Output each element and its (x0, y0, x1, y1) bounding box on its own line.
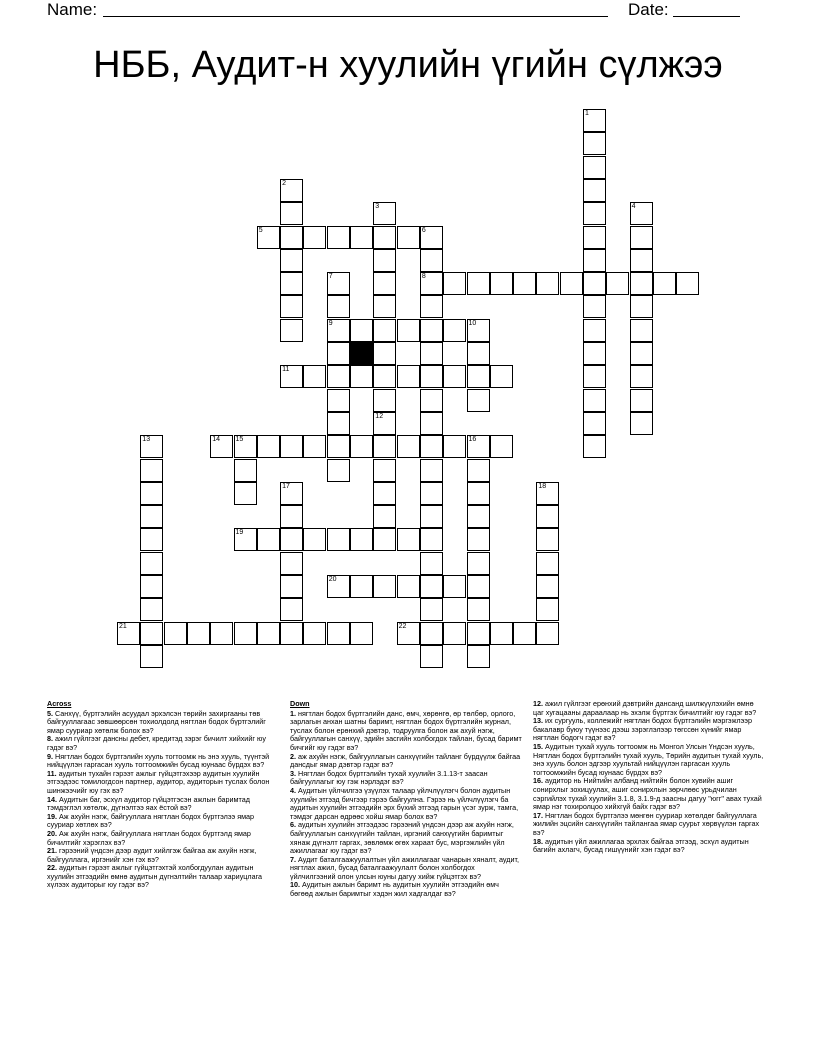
crossword-cell[interactable] (373, 272, 396, 295)
crossword-cell[interactable] (373, 528, 396, 551)
crossword-cell[interactable] (467, 389, 490, 412)
crossword-cell[interactable] (280, 435, 303, 458)
crossword-cell[interactable] (630, 226, 653, 249)
crossword-cell[interactable] (467, 645, 490, 668)
clue-number: 3. (290, 768, 296, 778)
clue-text: Аудит баталгаажуулалтын үйл ажиллагааг чанарын хяналт, аудит, нягтлах ажил, бусад баталгаажуулалт болон холбогдох үйлчилгээний олон улсын юуны дагуу хийж гүйцэтгэх вэ? (290, 854, 519, 881)
crossword-cell[interactable] (443, 365, 466, 388)
across-heading: Across (47, 699, 72, 708)
crossword-cell[interactable] (583, 295, 606, 318)
clue-item (47, 864, 277, 890)
crossword-cell[interactable] (327, 575, 350, 598)
crossword-cell[interactable] (327, 319, 350, 342)
crossword-cell[interactable] (397, 226, 420, 249)
crossword-cell[interactable] (280, 319, 303, 342)
crossword-cell[interactable] (630, 295, 653, 318)
crossword-cell[interactable] (397, 319, 420, 342)
crossword-cell[interactable] (420, 249, 443, 272)
crossword-cell[interactable] (420, 342, 443, 365)
cell-number: 22 (398, 622, 407, 630)
crossword-cell[interactable] (467, 505, 490, 528)
clue-number: 17. (533, 810, 543, 820)
crossword-cell[interactable] (280, 598, 303, 621)
clue-number: 21. (47, 846, 57, 856)
crossword-cell[interactable] (630, 389, 653, 412)
crossword-cell[interactable] (140, 528, 163, 551)
crossword-cell[interactable] (420, 482, 443, 505)
clue-text: аудитор нь Нийтийн албанд нийтийн болон хувийн ашиг сонирхлыг зохицуулах, ашиг сонирхлын зөрчлөөс урьдчилан сэргийлэх тухай хуулийн 3.1.8, 3.1.9-д заасны дагуу "югг" авах тухай ямар нэг тохиролцоо хийхгүй байх гэдэг вэ? (533, 776, 762, 812)
crossword-cell[interactable] (140, 622, 163, 645)
blocked-cell (350, 342, 373, 365)
clue-number: 15. (533, 741, 543, 751)
crossword-cell[interactable] (140, 435, 163, 458)
clue-number: 1. (290, 708, 296, 718)
clue-number: 16. (533, 776, 543, 786)
crossword-cell[interactable] (443, 272, 466, 295)
crossword-cell[interactable] (420, 622, 443, 645)
crossword-cell[interactable] (234, 622, 257, 645)
clue-item (47, 796, 277, 813)
clue-number: 9. (47, 751, 53, 761)
crossword-cell[interactable] (280, 249, 303, 272)
crossword-cell[interactable] (420, 272, 443, 295)
crossword-cell[interactable] (420, 598, 443, 621)
clue-text: Аудитын ажлын баримт нь аудитын хуулийн этгээдийн өмч бөгөөд ажлын баримтыг хэдэн жил хадгалдаг вэ? (290, 880, 499, 899)
clue-number: 13. (533, 716, 543, 726)
crossword-cell[interactable] (303, 365, 326, 388)
crossword-cell[interactable] (583, 412, 606, 435)
clue-item (47, 830, 277, 847)
clue-number: 6. (290, 820, 296, 830)
crossword-cell[interactable] (327, 295, 350, 318)
crossword-cell[interactable] (467, 575, 490, 598)
crossword-cell[interactable] (536, 528, 559, 551)
crossword-cell[interactable] (373, 435, 396, 458)
crossword-cell[interactable] (630, 319, 653, 342)
clue-text: Нягтлан бодох бүртгэлийн тухай хуулийн 3.1.13-т заасан байгууллагыг юу гэж нэрлэдэг вэ? (290, 768, 488, 787)
clue-item (533, 812, 765, 838)
cell-number: 1 (585, 110, 589, 117)
crossword-cell[interactable] (443, 319, 466, 342)
crossword-cell[interactable] (397, 622, 420, 645)
cell-number: 12 (375, 412, 384, 420)
clue-number: 22. (47, 863, 57, 873)
cell-number: 18 (538, 482, 547, 490)
clue-text: Аж ахуйн нэгж, байгууллага нягтлан бодох бүртгэлд ямар бичилтийг хэрэглэх вэ? (47, 828, 251, 847)
crossword-cell[interactable] (420, 435, 443, 458)
crossword-cell[interactable] (350, 622, 373, 645)
crossword-cell[interactable] (280, 552, 303, 575)
crossword-cell[interactable] (350, 435, 373, 458)
clue-item (290, 787, 522, 821)
crossword-cell[interactable] (373, 319, 396, 342)
crossword-cell[interactable] (536, 552, 559, 575)
clue-item (533, 838, 765, 855)
crossword-cell[interactable] (536, 272, 559, 295)
crossword-cell[interactable] (420, 459, 443, 482)
clue-number: 20. (47, 828, 57, 838)
crossword-cell[interactable] (630, 202, 653, 225)
crossword-cell[interactable] (373, 226, 396, 249)
crossword-cell[interactable] (280, 365, 303, 388)
crossword-cell[interactable] (210, 622, 233, 645)
down-heading: Down (290, 699, 310, 708)
crossword-cell[interactable] (467, 622, 490, 645)
crossword-cell[interactable] (303, 226, 326, 249)
clue-number: 18. (533, 836, 543, 846)
crossword-cell[interactable] (420, 528, 443, 551)
cell-number: 3 (375, 203, 380, 211)
across-clues (47, 700, 277, 890)
crossword-cell[interactable] (630, 412, 653, 435)
crossword-cell[interactable] (257, 622, 280, 645)
crossword-cell[interactable] (560, 272, 583, 295)
crossword-cell[interactable] (257, 435, 280, 458)
crossword-cell[interactable] (373, 342, 396, 365)
clue-number: 5. (47, 708, 53, 718)
clue-text: Аж ахуйн нэгж, байгууллага нягтлан бодох бүртгэлээ ямар сууриар хөтлөх вэ? (47, 811, 255, 830)
clue-number: 8. (47, 734, 53, 744)
crossword-cell[interactable] (234, 528, 257, 551)
crossword-cell[interactable] (397, 435, 420, 458)
crossword-cell[interactable] (327, 342, 350, 365)
crossword-cell[interactable] (536, 622, 559, 645)
crossword-cell[interactable] (583, 365, 606, 388)
crossword-cell[interactable] (630, 272, 653, 295)
clue-item (290, 881, 522, 898)
crossword-cell[interactable] (373, 482, 396, 505)
crossword-cell[interactable] (420, 575, 443, 598)
clue-text: Аудитын тухай хууль тогтоомж нь Монгол Улсын Үндсэн хууль, Нягтлан бодох бүртгэлийн тухай хууль, Төрийн аудитын тухай хууль, энэ хууль болон эдгээр хуультай нийцүүлэн гаргасан хууль тогтоомжийн бусад юунаас бүрдэх вэ? (533, 741, 764, 777)
clue-item (533, 777, 765, 811)
cell-number: 9 (328, 319, 333, 327)
crossword-cell[interactable] (373, 459, 396, 482)
cell-number: 10 (468, 319, 477, 327)
crossword-cell[interactable] (490, 272, 513, 295)
cell-number: 14 (212, 436, 220, 444)
crossword-cell[interactable] (327, 459, 350, 482)
clue-number: 10. (290, 880, 300, 890)
crossword-cell[interactable] (420, 365, 443, 388)
crossword-cell[interactable] (583, 389, 606, 412)
clue-text: аудитын үйл ажиллагаа эрхлэх байгаа этгээд, эсхүл аудитын багийн ахлагч, бусад гишүүнийг хэн гэдэг вэ? (533, 836, 749, 855)
crossword-cell[interactable] (350, 226, 373, 249)
crossword-cell[interactable] (653, 272, 676, 295)
crossword-cell[interactable] (583, 249, 606, 272)
crossword-cell[interactable] (583, 132, 606, 155)
cell-number: 4 (631, 203, 636, 211)
crossword-cell[interactable] (467, 459, 490, 482)
clue-item (533, 700, 765, 717)
crossword-cell[interactable] (327, 412, 350, 435)
clue-item (290, 770, 522, 787)
crossword-cell[interactable] (280, 179, 303, 202)
crossword-cell[interactable] (373, 202, 396, 225)
clue-item (290, 753, 522, 770)
crossword-cell[interactable] (467, 319, 490, 342)
clue-number: 11. (47, 768, 57, 778)
cell-number: 11 (282, 366, 290, 374)
cell-number: 5 (258, 226, 263, 234)
crossword-cell[interactable] (420, 389, 443, 412)
crossword-cell[interactable] (373, 505, 396, 528)
crossword-cell[interactable] (467, 435, 490, 458)
crossword-cell[interactable] (536, 575, 559, 598)
clue-text: Аудитын үйлчилгээ үзүүлэх талаар үйлчлүүлэгч болон аудитын хуулийн этгээд бичгээр гэрээ байгуулна. Гэрээ нь үйлчлүүлэгч ба аудитын хуулийн этгээдийн эрх бүхий этгээд гарын үсэг зурж, тамга, тэмдэг дарсан өдрөөс хойш ямар болох вэ? (290, 785, 519, 821)
crossword-cell[interactable] (327, 226, 350, 249)
crossword-cell[interactable] (467, 598, 490, 621)
clue-number: 19. (47, 811, 57, 821)
clue-text: ажил гүйлгээг ерөнхий дэвтрийн дансанд шилжүүлэхийн өмнө цаг хугацааны дараалаар нь эхэлж бүртгэх бичилтийг юу гэдэг вэ? (533, 699, 757, 717)
clue-text: аудитын хуулийн этгээдээс гэрээний үндсэн дээр аж ахуйн нэгж, байгууллагын санхүүгийн тайлан, иргэний санхүүгийн баримтыг хянаж дүгнэлт гаргах, зөвлөмж өгөх хараат бус, мэргэжлийн үйл ажиллагааг юу гэдэг вэ? (290, 820, 514, 856)
crossword-cell[interactable] (280, 505, 303, 528)
crossword-cell[interactable] (303, 528, 326, 551)
crossword-cell[interactable] (327, 272, 350, 295)
crossword-cell[interactable] (164, 622, 187, 645)
crossword-cell[interactable] (420, 412, 443, 435)
crossword-cell[interactable] (187, 622, 210, 645)
crossword-cell[interactable] (397, 575, 420, 598)
clue-text: аудитын тухайн гэрээт ажлыг гүйцэтгэхээр аудитын хуулийн этгээдээс томилогдсон партнер, аудитор, аудиторын туслах болон шинжээчийг юу гэх вэ? (47, 768, 270, 795)
clue-item (47, 813, 277, 830)
crossword-cell[interactable] (467, 528, 490, 551)
crossword-cell[interactable] (373, 295, 396, 318)
crossword-cell[interactable] (583, 109, 606, 132)
crossword-cell[interactable] (443, 575, 466, 598)
cell-number: 6 (421, 226, 426, 234)
crossword-cell[interactable] (420, 319, 443, 342)
crossword-cell[interactable] (583, 179, 606, 202)
crossword-cell[interactable] (234, 435, 257, 458)
clue-text: аж ахуйн нэгж, байгууллагын санхүүгийн тайланг бүрдүүлж байгаа дансдыг ямар дэвтэр гэдэг вэ? (290, 751, 521, 770)
crossword-cell[interactable] (373, 249, 396, 272)
clue-number: 2. (290, 751, 296, 761)
cell-number: 15 (235, 436, 244, 444)
crossword-cell[interactable] (420, 552, 443, 575)
clue-number: 4. (290, 785, 296, 795)
clue-text: гэрээний үндсэн дээр аудит хийлгэж байгаа аж ахуйн нэгж, байгууллага, иргэнийг хэн гэх вэ? (47, 846, 257, 864)
crossword-cell[interactable] (327, 622, 350, 645)
crossword-cell[interactable] (257, 226, 280, 249)
crossword-cell[interactable] (583, 156, 606, 179)
clue-text: их сургууль, коллежийг нягтлан бодох бүртгэлийн мэргэжлээр бакалавр буюу түүнээс дээш зэрэглэлээр төгссөн хүнийг ямар нягтлан бодогч гэдэг вэ? (533, 716, 752, 743)
crossword-cell[interactable] (420, 295, 443, 318)
crossword-cell[interactable] (467, 272, 490, 295)
crossword-cell[interactable] (350, 365, 373, 388)
clue-text: Аудитын баг, эсхүл аудитор гүйцэтгэсэн ажлын баримтад тэмдэглэл хөтөлж, дүгнэлтээ яах ёстой вэ? (47, 794, 250, 813)
clue-item (47, 753, 277, 770)
crossword-cell[interactable] (630, 249, 653, 272)
crossword-cell[interactable] (303, 622, 326, 645)
clue-number: 7. (290, 854, 296, 864)
clue-item (47, 735, 277, 752)
crossword-cell[interactable] (140, 505, 163, 528)
crossword-cell[interactable] (350, 575, 373, 598)
crossword-cell[interactable] (443, 435, 466, 458)
crossword-cell[interactable] (280, 575, 303, 598)
crossword-cell[interactable] (280, 622, 303, 645)
crossword-cell[interactable] (420, 645, 443, 668)
clue-item (47, 710, 277, 736)
crossword-cell[interactable] (373, 389, 396, 412)
crossword-cell[interactable] (513, 272, 536, 295)
crossword-cell[interactable] (536, 505, 559, 528)
crossword-cell[interactable] (140, 598, 163, 621)
crossword-cell[interactable] (210, 435, 233, 458)
crossword-cell[interactable] (140, 645, 163, 668)
crossword-cell[interactable] (490, 435, 513, 458)
clue-item (533, 743, 765, 777)
crossword-cell[interactable] (583, 342, 606, 365)
crossword-cell[interactable] (583, 202, 606, 225)
clue-number: 12. (533, 699, 543, 708)
cell-number: 13 (142, 436, 151, 444)
cell-number: 19 (235, 529, 244, 537)
crossword-cell[interactable] (303, 435, 326, 458)
name-label: Name: (47, 0, 98, 19)
crossword-cell[interactable] (630, 365, 653, 388)
crossword-cell[interactable] (327, 389, 350, 412)
clue-text: ажил гүйлгээг дансны дебет, кредитэд зэрэг бичилт хийхийг юу гэдэг вэ? (47, 734, 266, 752)
crossword-cell[interactable] (140, 552, 163, 575)
crossword-cell[interactable] (536, 482, 559, 505)
clue-item (290, 856, 522, 882)
clue-item (290, 821, 522, 855)
crossword-cell[interactable] (583, 272, 606, 295)
down-clues (290, 700, 522, 899)
crossword-cell[interactable] (117, 622, 140, 645)
cell-number: 7 (328, 273, 333, 281)
crossword-cell[interactable] (350, 319, 373, 342)
crossword-cell[interactable] (630, 342, 653, 365)
cell-number: 8 (421, 273, 426, 281)
crossword-cell[interactable] (420, 505, 443, 528)
down-clues-continued (533, 700, 765, 855)
cell-number: 2 (282, 179, 286, 187)
crossword-cell[interactable] (234, 482, 257, 505)
cell-number: 20 (328, 576, 337, 583)
crossword-cell[interactable] (280, 202, 303, 225)
cell-number: 16 (468, 436, 477, 444)
crossword-cell[interactable] (583, 319, 606, 342)
cell-number: 17 (282, 482, 290, 490)
crossword-cell[interactable] (350, 528, 373, 551)
crossword-cell[interactable] (234, 459, 257, 482)
crossword-cell[interactable] (280, 295, 303, 318)
crossword-cell[interactable] (327, 435, 350, 458)
crossword-cell[interactable] (373, 575, 396, 598)
clue-item (47, 770, 277, 796)
crossword-cell[interactable] (467, 365, 490, 388)
crossword-cell[interactable] (397, 528, 420, 551)
crossword-cell[interactable] (257, 528, 280, 551)
crossword-cell[interactable] (536, 598, 559, 621)
crossword-cell[interactable] (280, 528, 303, 551)
crossword-cell[interactable] (467, 482, 490, 505)
crossword-cell[interactable] (397, 365, 420, 388)
clue-text: Нягтлан бодох бүртгэлээ мөнгөн сууриар хөтөлдөг байгууллага жилийн эцсийн санхүүгийн тайлангаа ямар суурьт хөрвүүлэн гаргах вэ? (533, 810, 760, 837)
crossword-cell[interactable] (583, 435, 606, 458)
clue-text: аудитын гэрээт ажлыг гүйцэтгэхтэй холбогдуулан аудитын хуулийн этгээдийн өмнө аудитын дүгнэлтийн талаар хариуцлага хүлээх аудиторыг юу гэдэг вэ? (47, 863, 263, 890)
clue-text: Нягтлан бодох бүртгэлийн хууль тогтоомж нь энэ хууль, түүнтэй нийцүүлэн гаргасан хууль тогтоомжийн бусад юунаас бүрдэх вэ? (47, 751, 270, 770)
clue-item (47, 847, 277, 864)
crossword-cell[interactable] (490, 622, 513, 645)
date-label: Date: (628, 0, 669, 19)
crossword-cell[interactable] (420, 226, 443, 249)
clue-item (533, 717, 765, 743)
clue-item (290, 710, 522, 753)
crossword-cell[interactable] (467, 552, 490, 575)
crossword-cell[interactable] (280, 482, 303, 505)
crossword-cell[interactable] (140, 459, 163, 482)
crossword-cell[interactable] (140, 482, 163, 505)
page-title: НББ, Аудит-н хуулийн үгийн сүлжээ (93, 44, 723, 86)
crossword-cell[interactable] (327, 365, 350, 388)
crossword-cell[interactable] (280, 226, 303, 249)
crossword-cell[interactable] (490, 365, 513, 388)
crossword-cell[interactable] (583, 226, 606, 249)
cell-number: 21 (119, 622, 127, 630)
crossword-cell[interactable] (140, 575, 163, 598)
crossword-cell[interactable] (467, 342, 490, 365)
crossword-cell[interactable] (606, 272, 629, 295)
crossword-cell[interactable] (513, 622, 536, 645)
crossword-cell[interactable] (373, 412, 396, 435)
crossword-cell[interactable] (373, 365, 396, 388)
crossword-cell[interactable] (280, 272, 303, 295)
clue-text: нягтлан бодох бүртгэлийн данс, өмч, хөрөнгө, өр төлбөр, орлого, зарлагын анхан шатны баримт, нягтлан бодох бүртгэлийн журнал, туслах болон ерөнхий дэвтэр, тодруулга болон аж ахуй нэгж, байгууллагын санхүү, эдийн засгийн холбогдох тайлан, бусад баримт бичгийг юу гэдэг вэ? (290, 708, 522, 752)
crossword-cell[interactable] (443, 622, 466, 645)
crossword-cell[interactable] (327, 528, 350, 551)
clue-text: Санхүү, бүртгэлийн асуудал эрхэлсэн төрийн захиргааны төв байгууллагаас зөвшөөрсөн тохиолдолд нягтлан бодох бүртгэлийг ямар сууриар хөтөлж болох вэ? (47, 708, 266, 735)
crossword-cell[interactable] (676, 272, 699, 295)
clue-number: 14. (47, 794, 57, 804)
